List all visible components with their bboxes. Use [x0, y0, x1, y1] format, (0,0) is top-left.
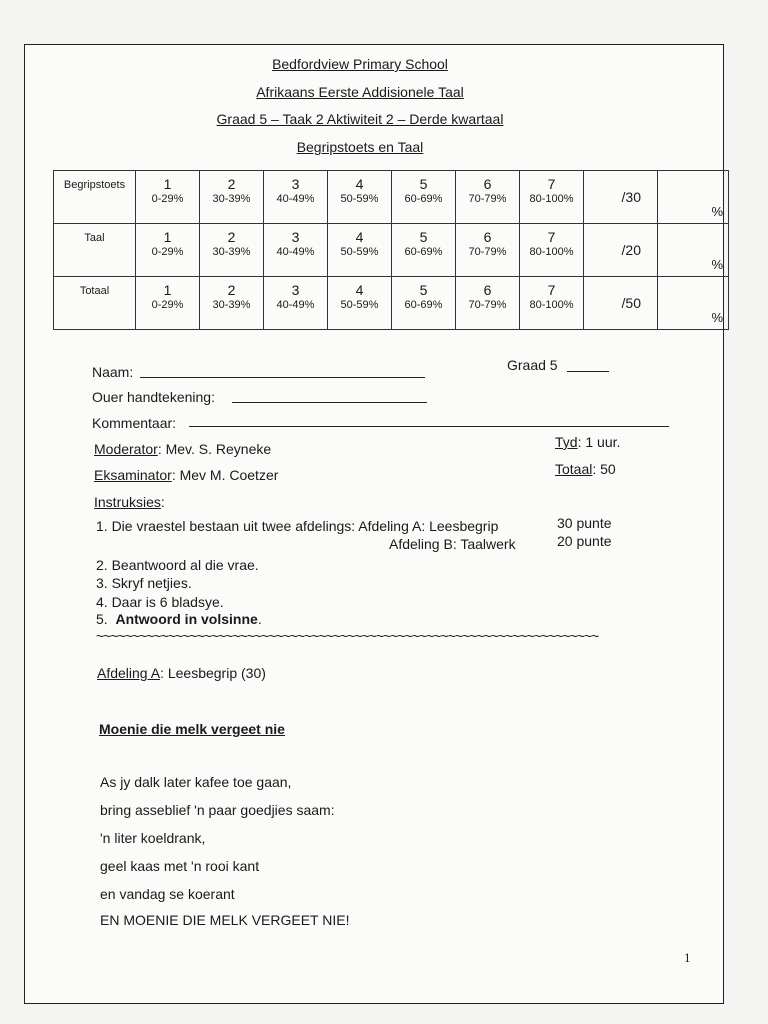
- score-table: [53, 170, 729, 330]
- instruction-item: 3. Skryf netjies.: [96, 575, 192, 591]
- subject-title: Afrikaans Eerste Addisionele Taal: [256, 84, 464, 100]
- percent-cell[interactable]: %: [658, 171, 729, 224]
- page-number: 1: [684, 950, 691, 965]
- instructions-heading: Instruksies:: [94, 494, 165, 510]
- poem-line: bring asseblief 'n paar goedjies saam:: [100, 802, 335, 818]
- naam-label: Naam:: [92, 364, 134, 380]
- poem-line: EN MOENIE DIE MELK VERGEET NIE!: [100, 912, 350, 928]
- poem-line: geel kaas met 'n rooi kant: [100, 858, 260, 874]
- moderator-line: Moderator: Mev. S. Reyneke: [94, 441, 272, 457]
- graad-field[interactable]: [567, 371, 609, 372]
- test-title: Begripstoets en Taal: [296, 139, 424, 155]
- naam-field[interactable]: [140, 377, 425, 378]
- score-total-cell[interactable]: /50: [584, 277, 658, 330]
- level-cell: 3 40-49%: [264, 171, 328, 224]
- instruction-item: 1. Die vraestel bestaan uit twee afdelings: Afdeling A: Leesbegrip: [96, 518, 499, 534]
- level-cell: 5 60-69%: [392, 224, 456, 277]
- score-row: [54, 224, 729, 277]
- ouer-handtekening-field[interactable]: [232, 402, 427, 403]
- level-cell: 7 80-100%: [520, 224, 584, 277]
- school-name: Bedfordview Primary School: [272, 56, 448, 72]
- eksaminator-line: Eksaminator: Mev M. Coetzer: [94, 467, 279, 483]
- graad-label: Graad 5: [507, 357, 558, 373]
- totaal-line: Totaal: 50: [555, 461, 616, 477]
- tilde-divider: ~~~~~~~~~~~~~~~~~~~~~~~~~~~~~~~~~~~~~~~~~~~~~~~~~~~~~~~~~~~~~~~~~~~~~~: [96, 628, 599, 644]
- level-cell: 3 40-49%: [264, 277, 328, 330]
- percent-cell[interactable]: %: [658, 224, 729, 277]
- row-label: Begripstoets: [54, 171, 136, 224]
- score-total-cell[interactable]: /20: [584, 224, 658, 277]
- row-label: Taal: [54, 224, 136, 277]
- poem-line: 'n liter koeldrank,: [100, 830, 206, 846]
- level-cell: 1 0-29%: [136, 224, 200, 277]
- poem-line: en vandag se koerant: [100, 886, 235, 902]
- level-cell: 7 80-100%: [520, 171, 584, 224]
- level-cell: 7 80-100%: [520, 277, 584, 330]
- level-cell: 4 50-59%: [328, 224, 392, 277]
- row-label: Totaal: [54, 277, 136, 330]
- level-cell: 4 50-59%: [328, 171, 392, 224]
- level-cell: 3 40-49%: [264, 224, 328, 277]
- poem-title: Moenie die melk vergeet nie: [99, 721, 285, 737]
- kommentaar-label: Kommentaar:: [92, 415, 177, 431]
- level-cell: 2 30-39%: [200, 277, 264, 330]
- level-cell: 6 70-79%: [456, 277, 520, 330]
- instruction-points: 30 punte: [557, 515, 612, 531]
- score-row: [54, 171, 729, 224]
- level-cell: 1 0-29%: [136, 171, 200, 224]
- level-cell: 4 50-59%: [328, 277, 392, 330]
- level-cell: 2 30-39%: [200, 224, 264, 277]
- level-cell: 1 0-29%: [136, 277, 200, 330]
- poem-line: As jy dalk later kafee toe gaan,: [100, 774, 292, 790]
- instruction-item: 5. Antwoord in volsinne.: [96, 611, 262, 627]
- level-cell: 6 70-79%: [456, 224, 520, 277]
- level-cell: 5 60-69%: [392, 171, 456, 224]
- task-title: Graad 5 – Taak 2 Aktiwiteit 2 – Derde kwartaal: [216, 111, 504, 127]
- section-heading: Afdeling A: Leesbegrip (30): [97, 665, 266, 681]
- ouer-handtekening-label: Ouer handtekening:: [92, 389, 215, 405]
- instruction-item: 4. Daar is 6 bladsye.: [96, 594, 224, 610]
- level-cell: 2 30-39%: [200, 171, 264, 224]
- instruction-item: 2. Beantwoord al die vrae.: [96, 557, 259, 573]
- kommentaar-field[interactable]: [189, 426, 669, 427]
- level-cell: 5 60-69%: [392, 277, 456, 330]
- instruction-points: 20 punte: [557, 533, 612, 549]
- percent-cell[interactable]: %: [658, 277, 729, 330]
- level-cell: 6 70-79%: [456, 171, 520, 224]
- score-total-cell[interactable]: /30: [584, 171, 658, 224]
- tyd-line: Tyd: 1 uur.: [555, 434, 621, 450]
- instruction-item: Afdeling B: Taalwerk: [389, 536, 516, 552]
- score-row: [54, 277, 729, 330]
